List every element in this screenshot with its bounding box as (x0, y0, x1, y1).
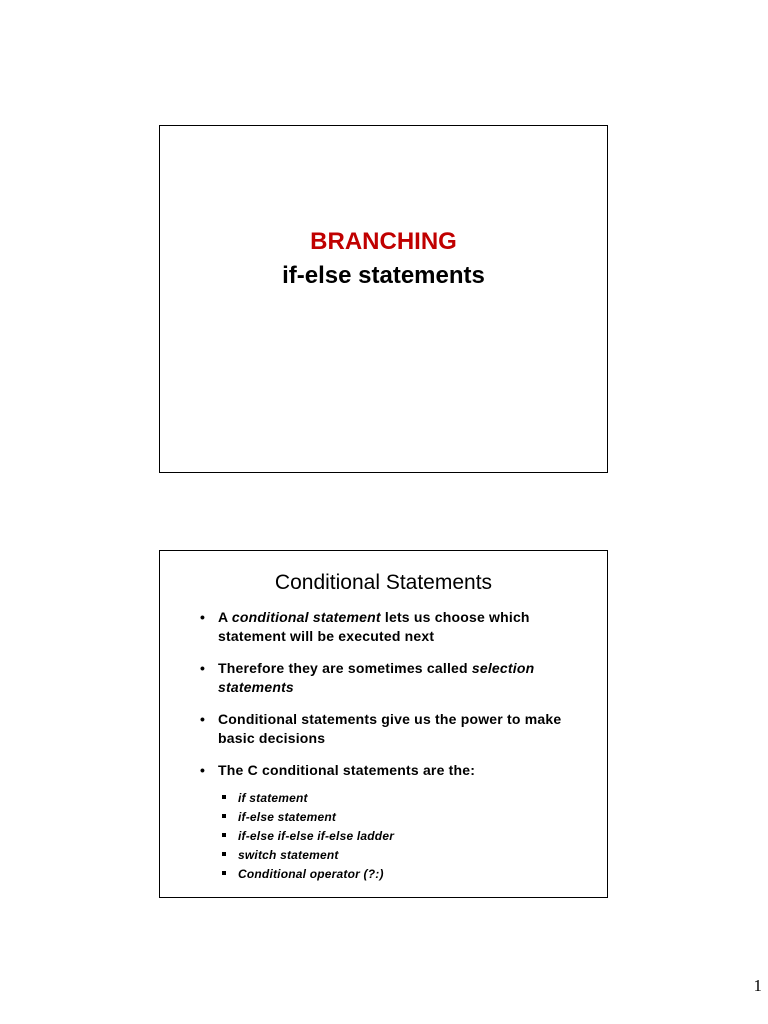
bullet-item (196, 608, 596, 646)
sub-bullet-text: Conditional operator (?:) (238, 867, 384, 881)
bullet-item (196, 761, 596, 884)
slide-1-title-block (160, 226, 607, 294)
slide-1-title: BRANCHING (310, 228, 457, 255)
bullet-dot-icon: • (200, 762, 206, 778)
slide-2-title: Conditional Statements (274, 571, 493, 594)
slide-1-subtitle: if-else statements (282, 262, 485, 289)
sub-bullet-list (218, 789, 596, 884)
square-bullet-icon (222, 871, 226, 875)
slide-2 (159, 550, 608, 898)
sub-bullet-item (218, 808, 596, 827)
sub-bullet-item (218, 827, 596, 846)
bullet-text: lets us choose which statement will be executed next (218, 609, 530, 644)
bullet-list (196, 608, 596, 897)
square-bullet-icon (222, 833, 226, 837)
square-bullet-icon (222, 852, 226, 856)
page-number: 1 (753, 976, 762, 995)
square-bullet-icon (222, 814, 226, 818)
sub-bullet-text: if-else if-else if-else ladder (238, 829, 395, 843)
bullet-text: A (218, 609, 232, 625)
bullet-item (196, 659, 596, 697)
bullet-dot-icon: • (200, 609, 206, 625)
bullet-text: The C conditional statements are the: (218, 762, 476, 778)
sub-bullet-item (218, 846, 596, 865)
bullet-emphasis: conditional statement (231, 609, 381, 625)
sub-bullet-item (218, 789, 596, 808)
bullet-text: Conditional statements give us the power to make basic decisions (218, 711, 562, 746)
bullet-dot-icon: • (200, 711, 206, 727)
bullet-dot-icon: • (200, 660, 206, 676)
sub-bullet-text: if-else statement (238, 810, 337, 824)
bullet-text: Therefore they are sometimes called (218, 660, 472, 676)
square-bullet-icon (222, 795, 226, 799)
sub-bullet-item (218, 865, 596, 884)
bullet-emphasis: selection statements (218, 660, 535, 695)
sub-bullet-text: if statement (238, 791, 308, 805)
bullet-item (196, 710, 596, 748)
sub-bullet-text: switch statement (238, 848, 339, 862)
slide-1 (159, 125, 608, 473)
